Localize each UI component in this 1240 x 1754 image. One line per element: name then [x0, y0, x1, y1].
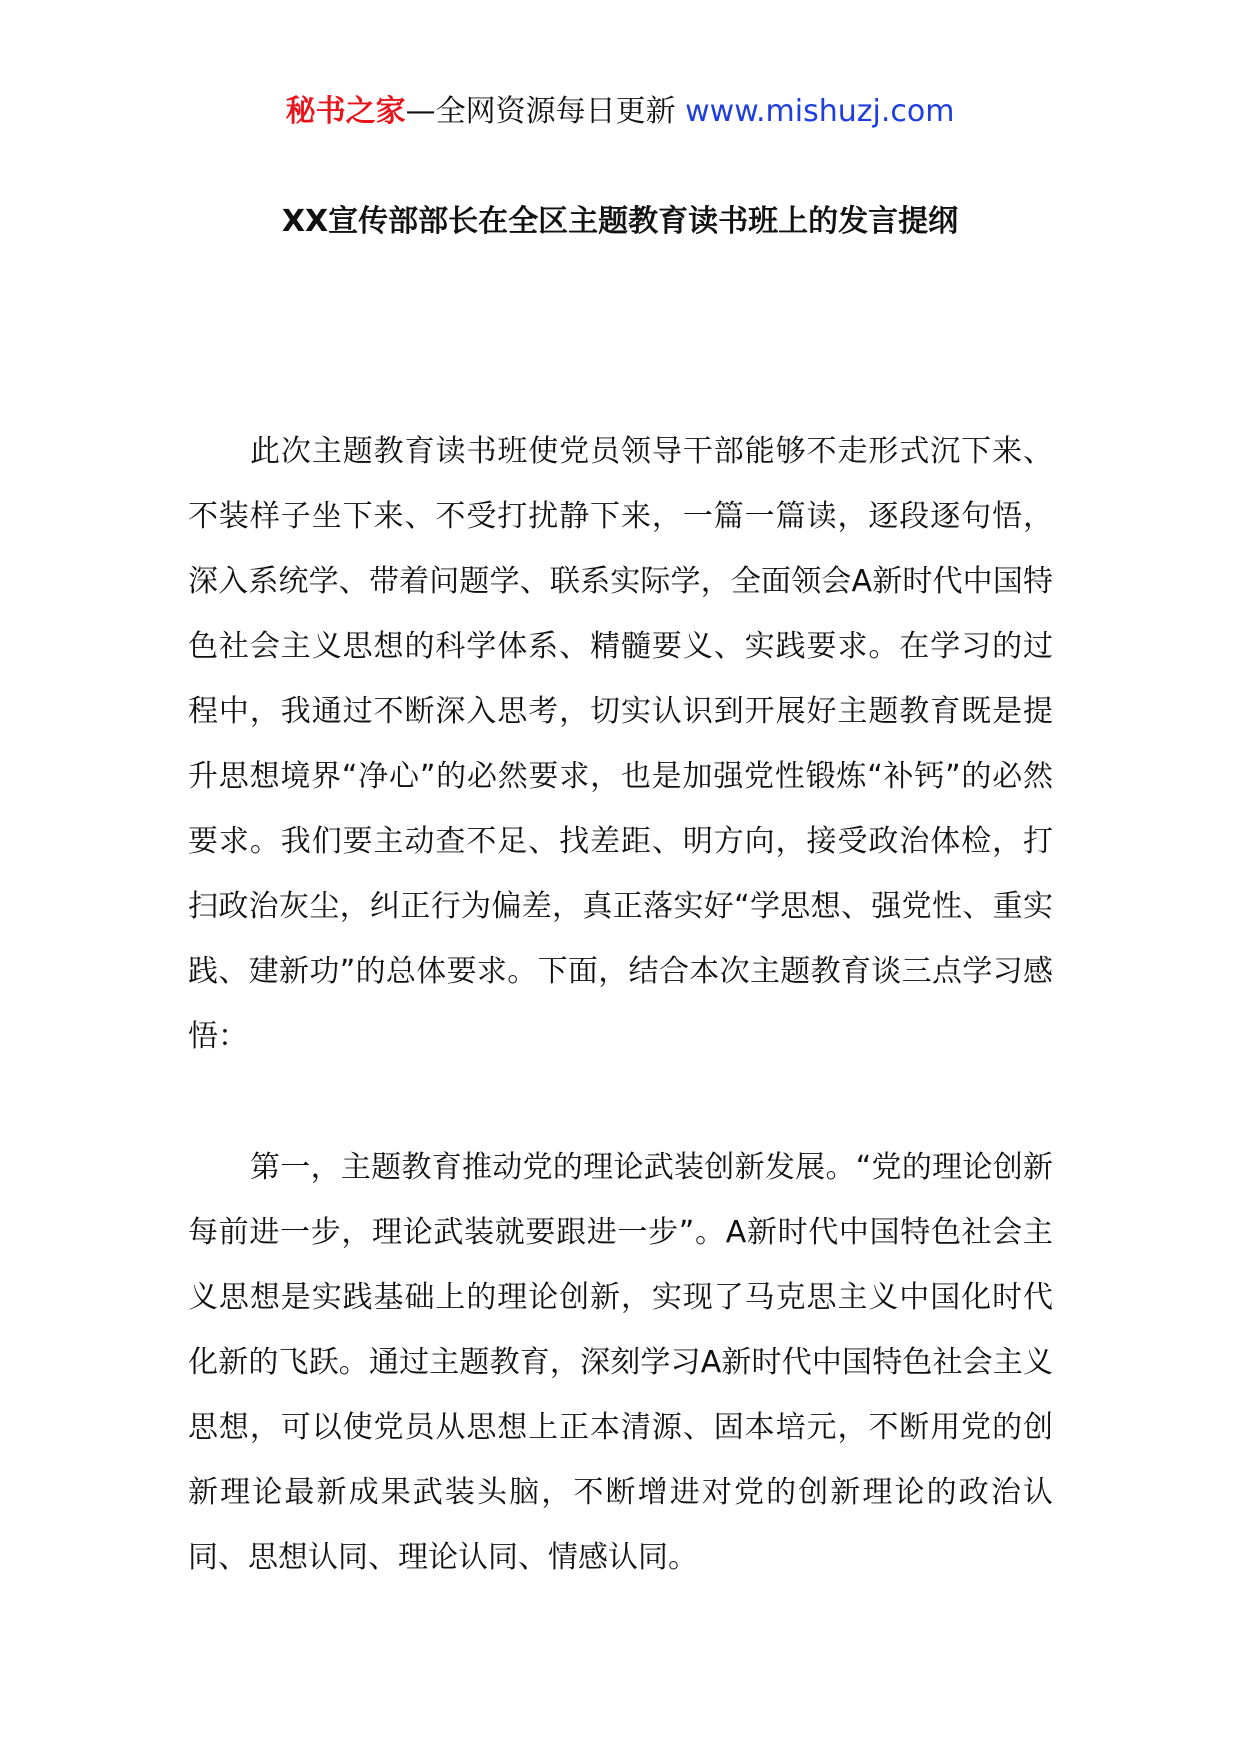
body-paragraph-2: 第一，主题教育推动党的理论武装创新发展。“党的理论创新每前进一步，理论武装就要跟进一步”。A新时代中国特色社会主义思想是实践基础上的理论创新，实现了马克思主义中国化时代化新的飞跃。通过主题教育，深刻学习A新时代中国特色社会主义思想，可以使党员从思想上正本清源、固本培元，不断用党的创新理论最新成果武装头脑，不断增进对党的创新理论的政治认同、思想认同、理论认同、情感认同。: [188, 1150, 1053, 1575]
document-title: XX宣传部部长在全区主题教育读书班上的发言提纲: [281, 204, 959, 239]
header-tagline: —全网资源每日更新: [405, 94, 686, 129]
site-url-link[interactable]: www.mishuzj.com: [685, 94, 955, 129]
body-paragraph-1: 此次主题教育读书班使党员领导干部能够不走形式沉下来、不装样子坐下来、不受打扰静下来，一篇一篇读，逐段逐句悟，深入系统学、带着问题学、联系实际学，全面领会A新时代中国特色社会主义思想的科学体系、精髓要义、实践要求。在学习的过程中，我通过不断深入思考，切实认识到开展好主题教育既是提升思想境界“净心”的必然要求，也是加强党性锻炼“补钙”的必然要求。我们要主动查不足、找差距、明方向，接受政治体检，打扫政治灰尘，纠正行为偏差，真正落实好“学思想、强党性、重实践、建新功”的总体要求。下面，结合本次主题教育谈三点学习感悟：: [188, 434, 1053, 1054]
brand-name: 秘书之家: [285, 94, 406, 129]
site-header: [0, 92, 1240, 132]
